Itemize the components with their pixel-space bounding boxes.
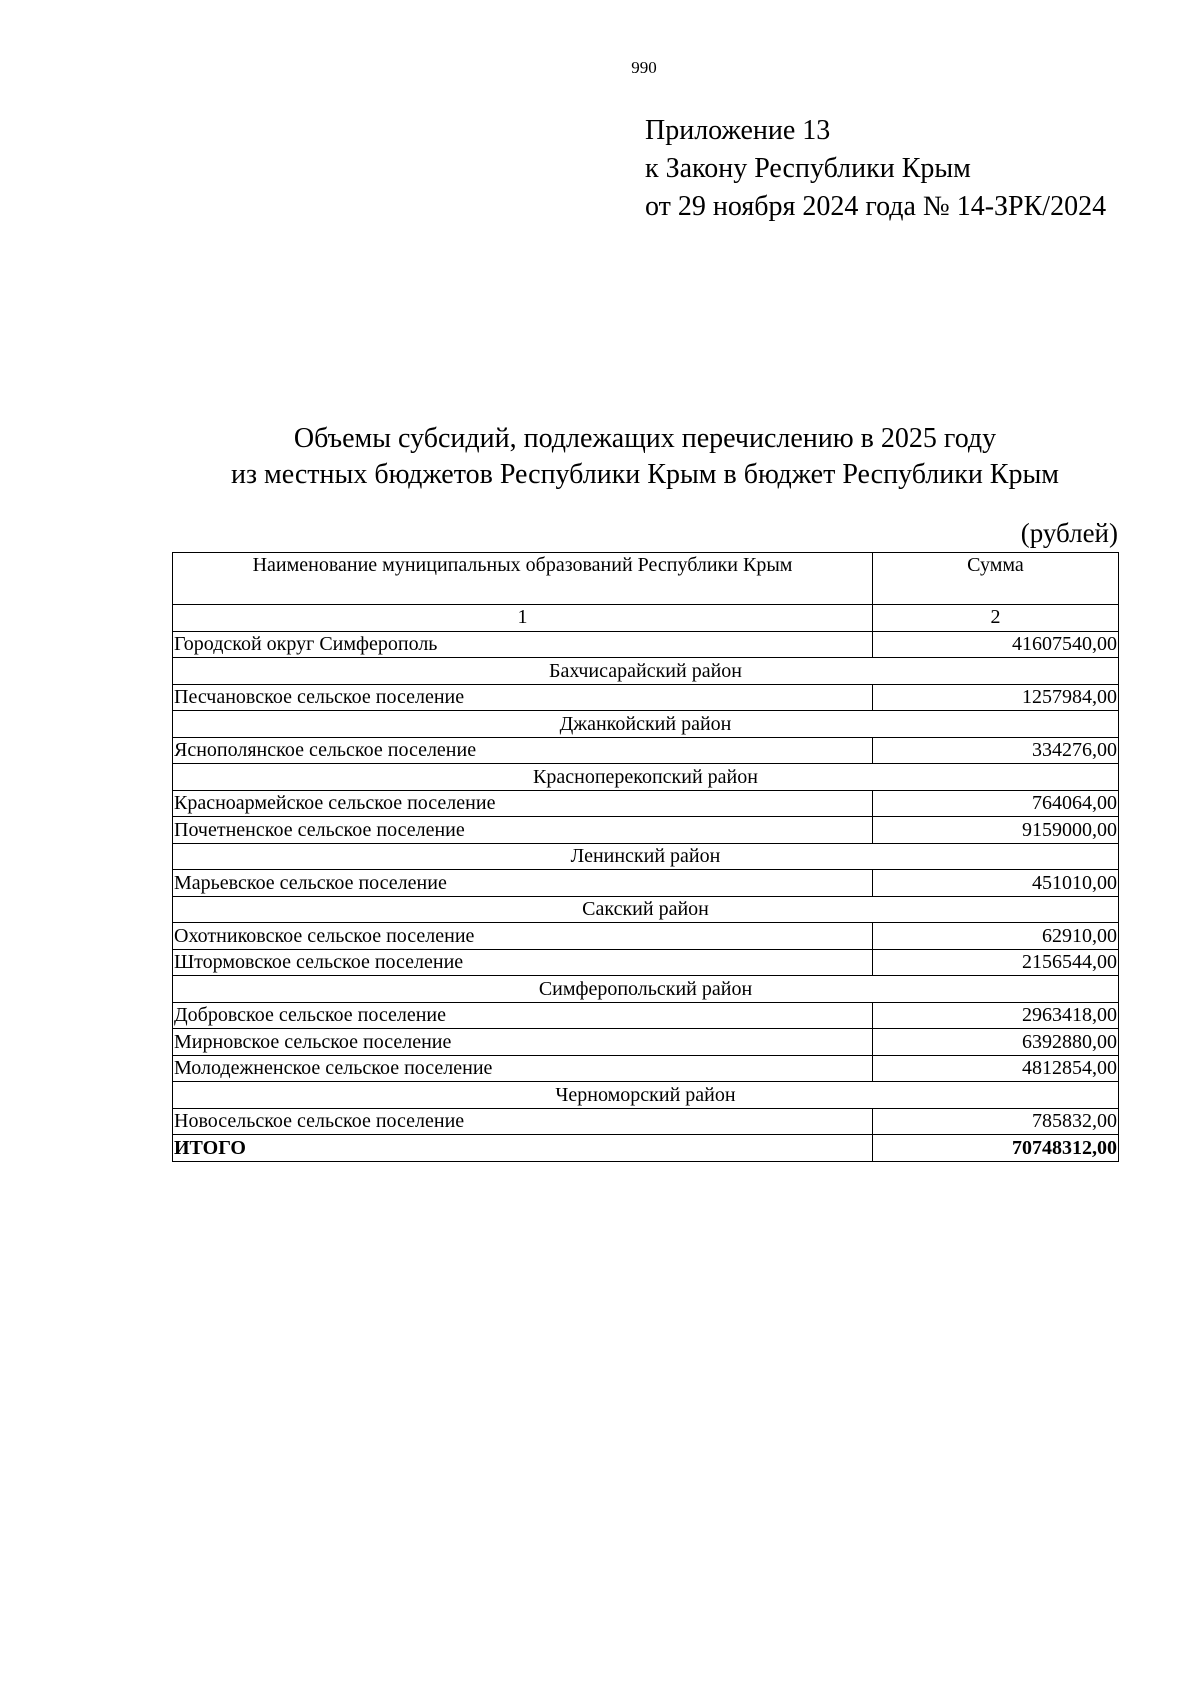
header-amount: Сумма — [873, 553, 1119, 605]
district-row — [173, 976, 1119, 1003]
column-number-2: 2 — [873, 605, 1119, 632]
table-header-row — [173, 553, 1119, 605]
table-row — [173, 817, 1119, 844]
municipality-name: Штормовское сельское поселение — [173, 949, 873, 976]
subsidy-amount: 1257984,00 — [873, 684, 1119, 711]
district-name: Джанкойский район — [173, 711, 1119, 738]
appendix-line-1: Приложение 13 — [645, 115, 831, 146]
units-label: (рублей) — [1020, 518, 1118, 548]
subsidy-amount: 334276,00 — [873, 737, 1119, 764]
district-name: Бахчисарайский район — [173, 658, 1119, 685]
subsidy-amount: 764064,00 — [873, 790, 1119, 817]
subsidy-amount: 9159000,00 — [873, 817, 1119, 844]
municipality-name: Яснополянское сельское поселение — [173, 737, 873, 764]
district-name: Черноморский район — [173, 1082, 1119, 1109]
district-row — [173, 764, 1119, 791]
subsidy-amount: 62910,00 — [873, 923, 1119, 950]
total-row — [173, 1135, 1119, 1162]
district-row — [173, 711, 1119, 738]
district-name: Красноперекопский район — [173, 764, 1119, 791]
district-row — [173, 658, 1119, 685]
appendix-line-3: от 29 ноября 2024 года № 14-ЗРК/2024 — [645, 191, 1107, 222]
municipality-name: Почетненское сельское поселение — [173, 817, 873, 844]
table-body — [173, 631, 1119, 1135]
subsidy-amount: 2963418,00 — [873, 1002, 1119, 1029]
subsidy-amount: 41607540,00 — [873, 631, 1119, 658]
document-title — [172, 421, 1118, 493]
table-row — [173, 790, 1119, 817]
table-row — [173, 631, 1119, 658]
district-name: Ленинский район — [173, 843, 1119, 870]
municipality-name: Новосельское сельское поселение — [173, 1108, 873, 1135]
municipality-name: Песчановское сельское поселение — [173, 684, 873, 711]
subsidy-table — [172, 552, 1119, 1162]
appendix-block — [645, 112, 1106, 226]
total-label: ИТОГО — [173, 1135, 873, 1162]
column-number-row — [173, 605, 1119, 632]
table-row — [173, 923, 1119, 950]
municipality-name: Добровское сельское поселение — [173, 1002, 873, 1029]
subsidy-amount: 451010,00 — [873, 870, 1119, 897]
table-row — [173, 1108, 1119, 1135]
page-number: 990 — [631, 58, 657, 77]
district-name: Сакский район — [173, 896, 1119, 923]
municipality-name: Мирновское сельское поселение — [173, 1029, 873, 1056]
table-row — [173, 1029, 1119, 1056]
subsidy-amount: 6392880,00 — [873, 1029, 1119, 1056]
table-row — [173, 1002, 1119, 1029]
table-row — [173, 737, 1119, 764]
municipality-name: Марьевское сельское поселение — [173, 870, 873, 897]
subsidy-amount: 2156544,00 — [873, 949, 1119, 976]
table-row — [173, 870, 1119, 897]
district-row — [173, 843, 1119, 870]
subsidy-amount: 4812854,00 — [873, 1055, 1119, 1082]
municipality-name: Красноармейское сельское поселение — [173, 790, 873, 817]
header-municipality: Наименование муниципальных образований Республики Крым — [173, 553, 873, 605]
subsidy-table-wrapper — [172, 552, 1118, 1162]
district-row — [173, 896, 1119, 923]
appendix-line-2: к Закону Республики Крым — [645, 153, 971, 184]
table-row — [173, 684, 1119, 711]
municipality-name: Охотниковское сельское поселение — [173, 923, 873, 950]
column-number-1: 1 — [173, 605, 873, 632]
table-row — [173, 1055, 1119, 1082]
district-name: Симферопольский район — [173, 976, 1119, 1003]
municipality-name: Молодежненское сельское поселение — [173, 1055, 873, 1082]
title-line-2: из местных бюджетов Республики Крым в бюджет Республики Крым — [230, 459, 1060, 490]
total-amount: 70748312,00 — [873, 1135, 1119, 1162]
district-row — [173, 1082, 1119, 1109]
municipality-name: Городской округ Симферополь — [173, 631, 873, 658]
subsidy-amount: 785832,00 — [873, 1108, 1119, 1135]
title-line-1: Объемы субсидий, подлежащих перечислению в 2025 году — [293, 423, 997, 454]
table-row — [173, 949, 1119, 976]
